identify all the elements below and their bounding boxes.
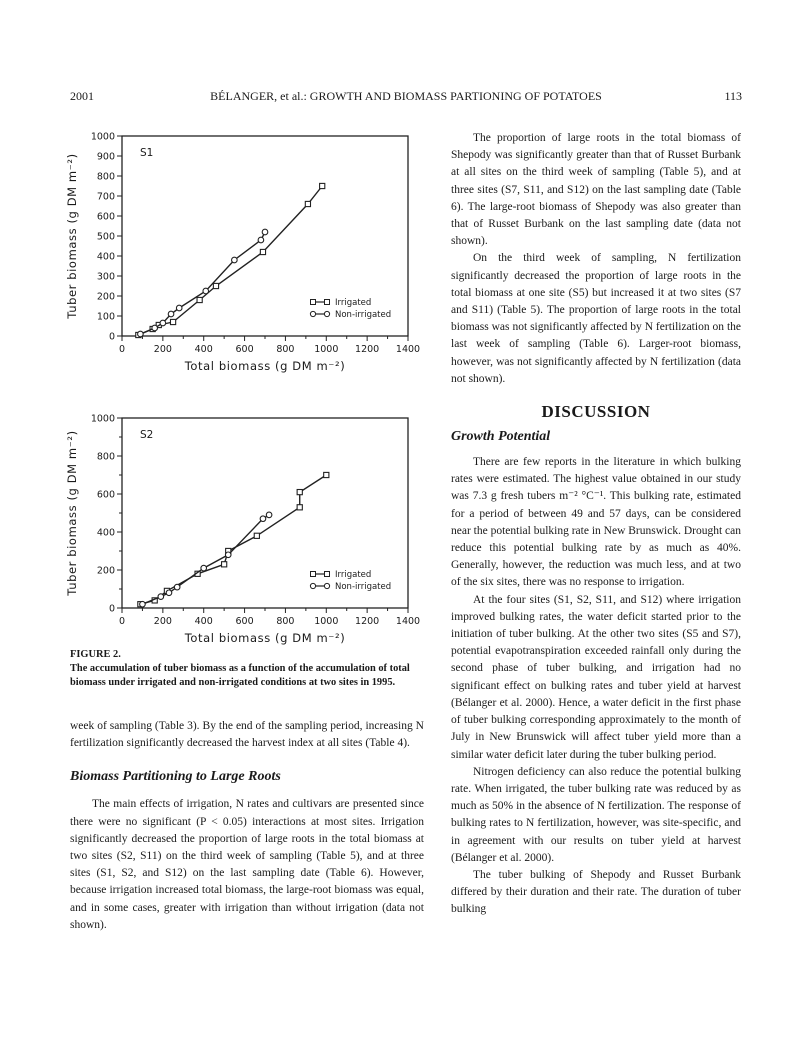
x-tick-label: 1200	[355, 616, 380, 627]
x-tick-label: 1400	[395, 344, 421, 355]
y-tick-label: 800	[96, 451, 115, 463]
y-tick-label: 300	[96, 271, 115, 283]
panel-label: S1	[140, 147, 154, 159]
y-tick-label: 1000	[90, 131, 115, 143]
data-point-square	[197, 297, 202, 302]
data-point-square	[320, 183, 325, 188]
data-point-square	[305, 201, 310, 206]
data-point-circle	[225, 552, 231, 558]
data-point-circle	[176, 305, 182, 311]
legend-marker-circle	[310, 583, 315, 588]
right-column	[451, 130, 741, 919]
subheading-large-roots: Biomass Partitioning to Large Roots	[70, 769, 281, 785]
y-tick-label: 600	[96, 211, 115, 223]
x-tick-label: 200	[153, 616, 172, 627]
running-head	[70, 89, 742, 105]
legend-marker-circle	[324, 311, 329, 316]
x-tick-label: 1400	[395, 616, 421, 627]
data-point-circle	[168, 311, 174, 317]
series-line-irrigated	[138, 186, 322, 335]
y-tick-label: 900	[96, 151, 115, 163]
data-point-circle	[266, 512, 272, 518]
paragraph: week of sampling (Table 3). By the end of the sampling period, increasing N fertilization significantly decreased the harvest index at all sites (Table 4).	[70, 720, 424, 750]
data-point-square	[260, 249, 265, 254]
figure-label: FIGURE 2.	[70, 649, 121, 660]
paragraph: Nitrogen deficiency can also reduce the potential bulking rate. When irrigated, the tuber bulking rate was reduced by as much as 50% in the absence of N fertilization. The response of bulking rates to N fertilization, however, was site-specific, and in agreement with our results on tuber yield at harvest (Bélanger et al. 2000).	[451, 765, 741, 864]
y-axis-title: Tuber biomass (g DM m⁻²)	[65, 430, 79, 596]
y-tick-label: 200	[96, 291, 115, 303]
chart-s1	[62, 128, 422, 380]
left-column	[70, 718, 424, 934]
chart-s2	[62, 410, 422, 652]
series-line-non-irrigated	[142, 515, 269, 604]
paragraph: On the third week of sampling, N fertilization significantly decreased the proportion of large roots in the total biomass at one site (S5) but increased it at two sites (S7 and S11) (Table 5). The proportion of large roots in the total biomass was not significantly affected by N fertilization on the last week of sampling (Table 6). Larger-root biomass, however, was not significantly affected by N fertilization (data not shown).	[451, 252, 741, 385]
data-point-square	[324, 472, 329, 477]
section-title-discussion: DISCUSSION	[541, 402, 651, 422]
paragraph: The tuber bulking of Shepody and Russet Burbank differed by their duration and their rate. The duration of tuber bulking	[451, 868, 741, 916]
data-point-circle	[260, 516, 266, 522]
data-point-circle	[203, 288, 209, 294]
x-tick-label: 1000	[314, 616, 339, 627]
y-tick-label: 600	[96, 489, 115, 501]
figure-caption-text: The accumulation of tuber biomass as a function of the accumulation of total biomass under irrigated and non-irrigated conditions at two sites in 1995.	[70, 663, 410, 688]
data-point-square	[213, 283, 218, 288]
data-point-circle	[140, 601, 146, 607]
legend-marker-square	[311, 572, 316, 577]
data-point-square	[297, 490, 302, 495]
chart-s1-svg	[62, 128, 422, 380]
y-tick-label: 500	[96, 231, 115, 243]
paragraph: The proportion of large roots in the total biomass of Shepody was significantly greater than that of Russet Burbank at all sites on the third week of sampling (Table 5), and at three sites (S7, S11, and S12) on the last sampling date (Table 6). The large-root biomass of Shepody was also greater than that of Russet Burbank on the last sampling date (data not shown).	[451, 132, 741, 248]
series-line-non-irrigated	[140, 232, 265, 334]
y-tick-label: 400	[96, 527, 115, 539]
x-tick-label: 400	[194, 616, 213, 627]
data-point-square	[297, 505, 302, 510]
y-tick-label: 200	[96, 565, 115, 577]
data-point-circle	[201, 565, 207, 571]
legend-label: Irrigated	[335, 570, 372, 580]
x-tick-label: 600	[235, 344, 254, 355]
data-point-square	[170, 319, 175, 324]
legend-label: Irrigated	[335, 298, 372, 308]
data-point-circle	[158, 594, 164, 600]
chart-s2-svg	[62, 410, 422, 652]
legend-marker-square	[325, 572, 330, 577]
x-axis-title: Total biomass (g DM m⁻²)	[184, 631, 346, 645]
header-year: 2001	[70, 89, 94, 103]
data-point-square	[254, 533, 259, 538]
x-tick-label: 200	[153, 344, 172, 355]
data-point-circle	[138, 331, 144, 337]
legend-marker-circle	[310, 311, 315, 316]
data-point-circle	[232, 257, 238, 263]
paragraph: At the four sites (S1, S2, S11, and S12) where irrigation improved bulking rates, the water deficit started prior to the initiation of tuber bulking. At the other two sites (S5 and S7), potential evapotranspiration exceeded rainfall only during the second phase of tuber bulking, and irrigation had no significant effect on bulking rates and tuber yield at harvest (Bélanger et al. 2000). Hence, a water deficit in the first phase of tuber bulking corresponding approximately to the month of July in New Brunswick will affect tuber yield more than a similar water deficit later during the tuber bulking period.	[451, 593, 741, 761]
data-point-circle	[174, 584, 180, 590]
data-point-circle	[152, 325, 158, 331]
paragraph: There are few reports in the literature in which bulking rates were estimated. The highest value obtained in our study was 7.3 g fresh tubers m⁻² °C⁻¹. This bulking rate, estimated for a period of between 49 and 57 days, can be considered near the potential bulking rate in New Brunswick. Drought can reduce this potential bulking rate by as much as 40%. Generally, however, the reduction was much less, and at two of the six sites, there was no response to irrigation.	[451, 456, 741, 589]
x-tick-label: 400	[194, 344, 213, 355]
legend-marker-circle	[324, 583, 329, 588]
x-tick-label: 600	[235, 616, 254, 627]
x-tick-label: 1200	[355, 344, 380, 355]
y-tick-label: 100	[96, 311, 115, 323]
x-tick-label: 0	[118, 616, 126, 627]
subheading-growth-potential: Growth Potential	[451, 429, 551, 445]
y-tick-label: 700	[96, 191, 115, 203]
y-axis-title: Tuber biomass (g DM m⁻²)	[65, 153, 79, 319]
page-number: 113	[724, 89, 742, 103]
y-tick-label: 0	[108, 603, 115, 615]
legend-label: Non-irrigated	[335, 582, 392, 592]
y-tick-label: 1000	[90, 413, 115, 425]
paragraph: The main effects of irrigation, N rates and cultivars are presented since there were no significant (P < 0.05) interactions at most sites. Irrigation significantly decreased the proportion of large roots in the total biomass at two sites (S2, S11) on the third week of sampling (Table 5), and at three sites (S1, S2, and S12) on the last sampling date (Table 6). However, because irrigation increased total biomass, the large-root biomass was equal, and in some cases, greater with irrigation than without irrigation (data not shown).	[70, 798, 424, 931]
x-tick-label: 1000	[314, 344, 339, 355]
data-point-circle	[160, 320, 166, 326]
figure-caption	[70, 648, 426, 690]
data-point-circle	[166, 590, 172, 596]
y-tick-label: 800	[96, 171, 115, 183]
x-tick-label: 800	[276, 616, 295, 627]
panel-label: S2	[140, 429, 154, 441]
y-tick-label: 400	[96, 251, 115, 263]
y-tick-label: 0	[108, 331, 115, 343]
data-point-circle	[262, 229, 268, 235]
x-tick-label: 800	[276, 344, 295, 355]
running-title: BÉLANGER, et al.: GROWTH AND BIOMASS PARTIONING OF POTATOES	[210, 89, 602, 103]
data-point-square	[222, 562, 227, 567]
x-tick-label: 0	[118, 344, 126, 355]
legend-marker-square	[311, 300, 316, 305]
data-point-circle	[258, 237, 264, 243]
legend-marker-square	[325, 300, 330, 305]
x-axis-title: Total biomass (g DM m⁻²)	[184, 359, 346, 373]
legend-label: Non-irrigated	[335, 310, 392, 320]
